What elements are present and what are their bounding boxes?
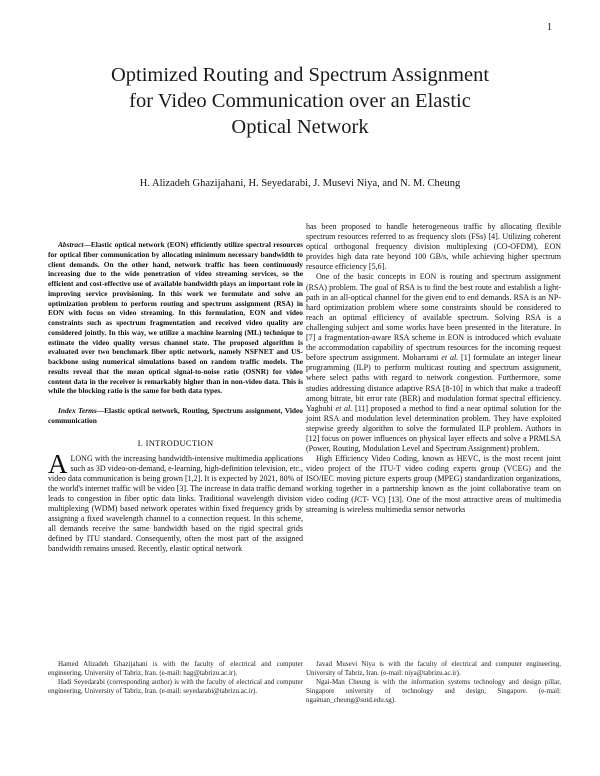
title-line-3: Optical Network xyxy=(231,116,369,138)
footnotes-left xyxy=(48,660,303,697)
footnotes-right xyxy=(306,660,561,706)
drop-cap: A xyxy=(48,448,68,479)
index-terms-label: Index Terms xyxy=(58,406,97,415)
p2-part-a: One of the basic concepts in EON is routing and spectrum assignment (RSA) problem. The goal of RSA is to find the best route and establish a light-path in an all-optical channel for the given end to end demands. RSA is an NP-hard optimization problem where some constraints should be considered to reach an optimal efficiency of available spectrum. Solving RSA is a challenging subject and some works have been presented in the literature. In [7] a fragmentation-aware RSA scheme in EON is introduced which evaluate the accommodation capability of spectrum resources for the incoming request before spectrum assignment. Moharrami xyxy=(306,272,561,363)
section-heading-introduction: I. INTRODUCTION xyxy=(137,437,214,448)
intro-paragraph-1 xyxy=(48,448,303,555)
right-paragraph-1: has been proposed to handle heterogeneous traffic by allocating flexible spectrum resources referred to as frequency slots (FSs) [4]. Utilizing coherent optical orthogonal frequency division multiplexing (CO-OFDM), EON provides high data rate beyond 100 GB/s, while achieving higher spectrum resource efficiency [5,6]. xyxy=(306,222,561,272)
footnote-author-1: Hamed Alizadeh Ghazijahani is with the faculty of electrical and computer engineering, University of Tabriz, Iran. (e-mail: hag@tabrizu.ac.ir). xyxy=(48,660,303,677)
footnote-author-4: Ngai-Man Cheung is with the information systems technology and design pillar, Singapore university of technology and design, Singapore. (e-mail: ngaiman_cheung@sutd.edu.sg). xyxy=(306,678,561,704)
paper-title xyxy=(40,62,560,140)
right-paragraph-3: High Efficiency Video Coding, known as HEVC, is the most recent joint video project of the ITU-T video coding experts group (VCEG) and the ISO/IEC moving picture experts group (MPEG) standardization organizations, working together in a partnership known as the joint collaborative team on video coding (JCT- VC) [13]. One of the most attractive areas of multimedia streaming is wireless multimedia sensor networks xyxy=(306,454,561,514)
author-list: H. Alizadeh Ghazijahani, H. Seyedarabi, J. Musevi Niya, and N. M. Cheung xyxy=(139,178,461,189)
page-number: 1 xyxy=(547,22,552,33)
p2-etal-2: et al. xyxy=(335,403,353,413)
left-column xyxy=(48,240,303,555)
abstract-text: —Elastic optical network (EON) efficiently utilize spectral resources for optical fiber communication by allocating minimum necessary bandwidth to client demands. On the other hand, network traffic has been continuously increasing due to the wide penetration of video streaming services, so the efficient and cost-effective use of available bandwidth plays an important role in improving service provisioning. In this work we formulate and solve an optimization problem to perform routing and spectrum assignment (RSA) in EON with focus on video streaming. In this formulation, EON and video constraints such as spectrum fragmentation and received video quality are considered jointly. In this way, we utilize a machine learning (ML) technique to estimate the video quality versus channel state. The proposed algorithm is evaluated over two benchmark fiber optic network, namely NSFNET and US-backbone using numerical simulations based on random traffic models. The results reveal that the mean optical signal-to-noise ratio (OSNR) for video content data in the receiver is remarkably higher than in non-video data. This is while the blocking ratio is the same for both data types. xyxy=(48,240,303,396)
index-terms xyxy=(48,406,303,426)
abstract xyxy=(48,240,303,396)
p2-etal-1: et al. xyxy=(441,353,459,363)
footnote-author-3: Javad Musevi Niya is with the faculty of electrical and computer engineering, University of Tabriz, Iran. (e-mail: niya@tabrizu.ac.ir). xyxy=(306,660,561,677)
title-line-1: Optimized Routing and Spectrum Assignment xyxy=(110,64,490,86)
intro-text: with the increasing bandwidth-intensive multimedia applications such as 3D video-on-demand, e-learning, high-definition television, etc., video data communication is being grown [1,2]. It is expected by 2021, 80% of the world's internet traffic will be video [3]. The increase in data traffic demand leads to congestion in fiber optic data links. Traditional wavelength division multiplexing (WDM) based network operates within fixed frequency grids by assigning a fixed wavelength channel to a connection request. In this scheme, all demands receive the same bandwidth based on the rigid spectral grids defined by ITU standard. Consequently, often the most part of the assigned bandwidth remains unused. Recently, elastic optical network xyxy=(48,453,303,554)
footnote-author-2: Hadi Seyedarabi (corresponding author) is with the faculty of electrical and computer engineering, University of Tabriz, Iran. (e-mail: seyedarabi@tabrizu.ac.ir). xyxy=(48,678,303,696)
p2-part-c: [11] proposed a method to find a near optimal solution for the joint RSA and modulation level determination problem. They have exploited stepwise greedy algorithm to solve the formulated ILP problem. Authors in [12] focus on power influences on physical layer effects and solve a PRMLSA (Power, Routing, Modulation Level and Spectrum Assignment) problem. xyxy=(306,403,562,454)
intro-first-word: LONG xyxy=(70,453,93,463)
title-line-2: for Video Communication over an Elastic xyxy=(129,90,471,112)
index-terms-text: —Elastic optical network, Routing, Spectrum assignment, Video communication xyxy=(48,406,303,425)
abstract-label: Abstract xyxy=(58,240,84,249)
right-column xyxy=(306,222,561,515)
right-paragraph-2 xyxy=(306,272,561,454)
p2-part-b: [1] formulate an integer linear programming (ILP) to perform multicast routing and spectrum assignment, where select paths with regard to network congestion. Furthermore, some studies addressing distance adaptive RSA [8-10] in which that make a tradeoff among bitrate, bit error rate (BER) and modulation format spectral efficiency. Yaghubi xyxy=(306,353,561,413)
